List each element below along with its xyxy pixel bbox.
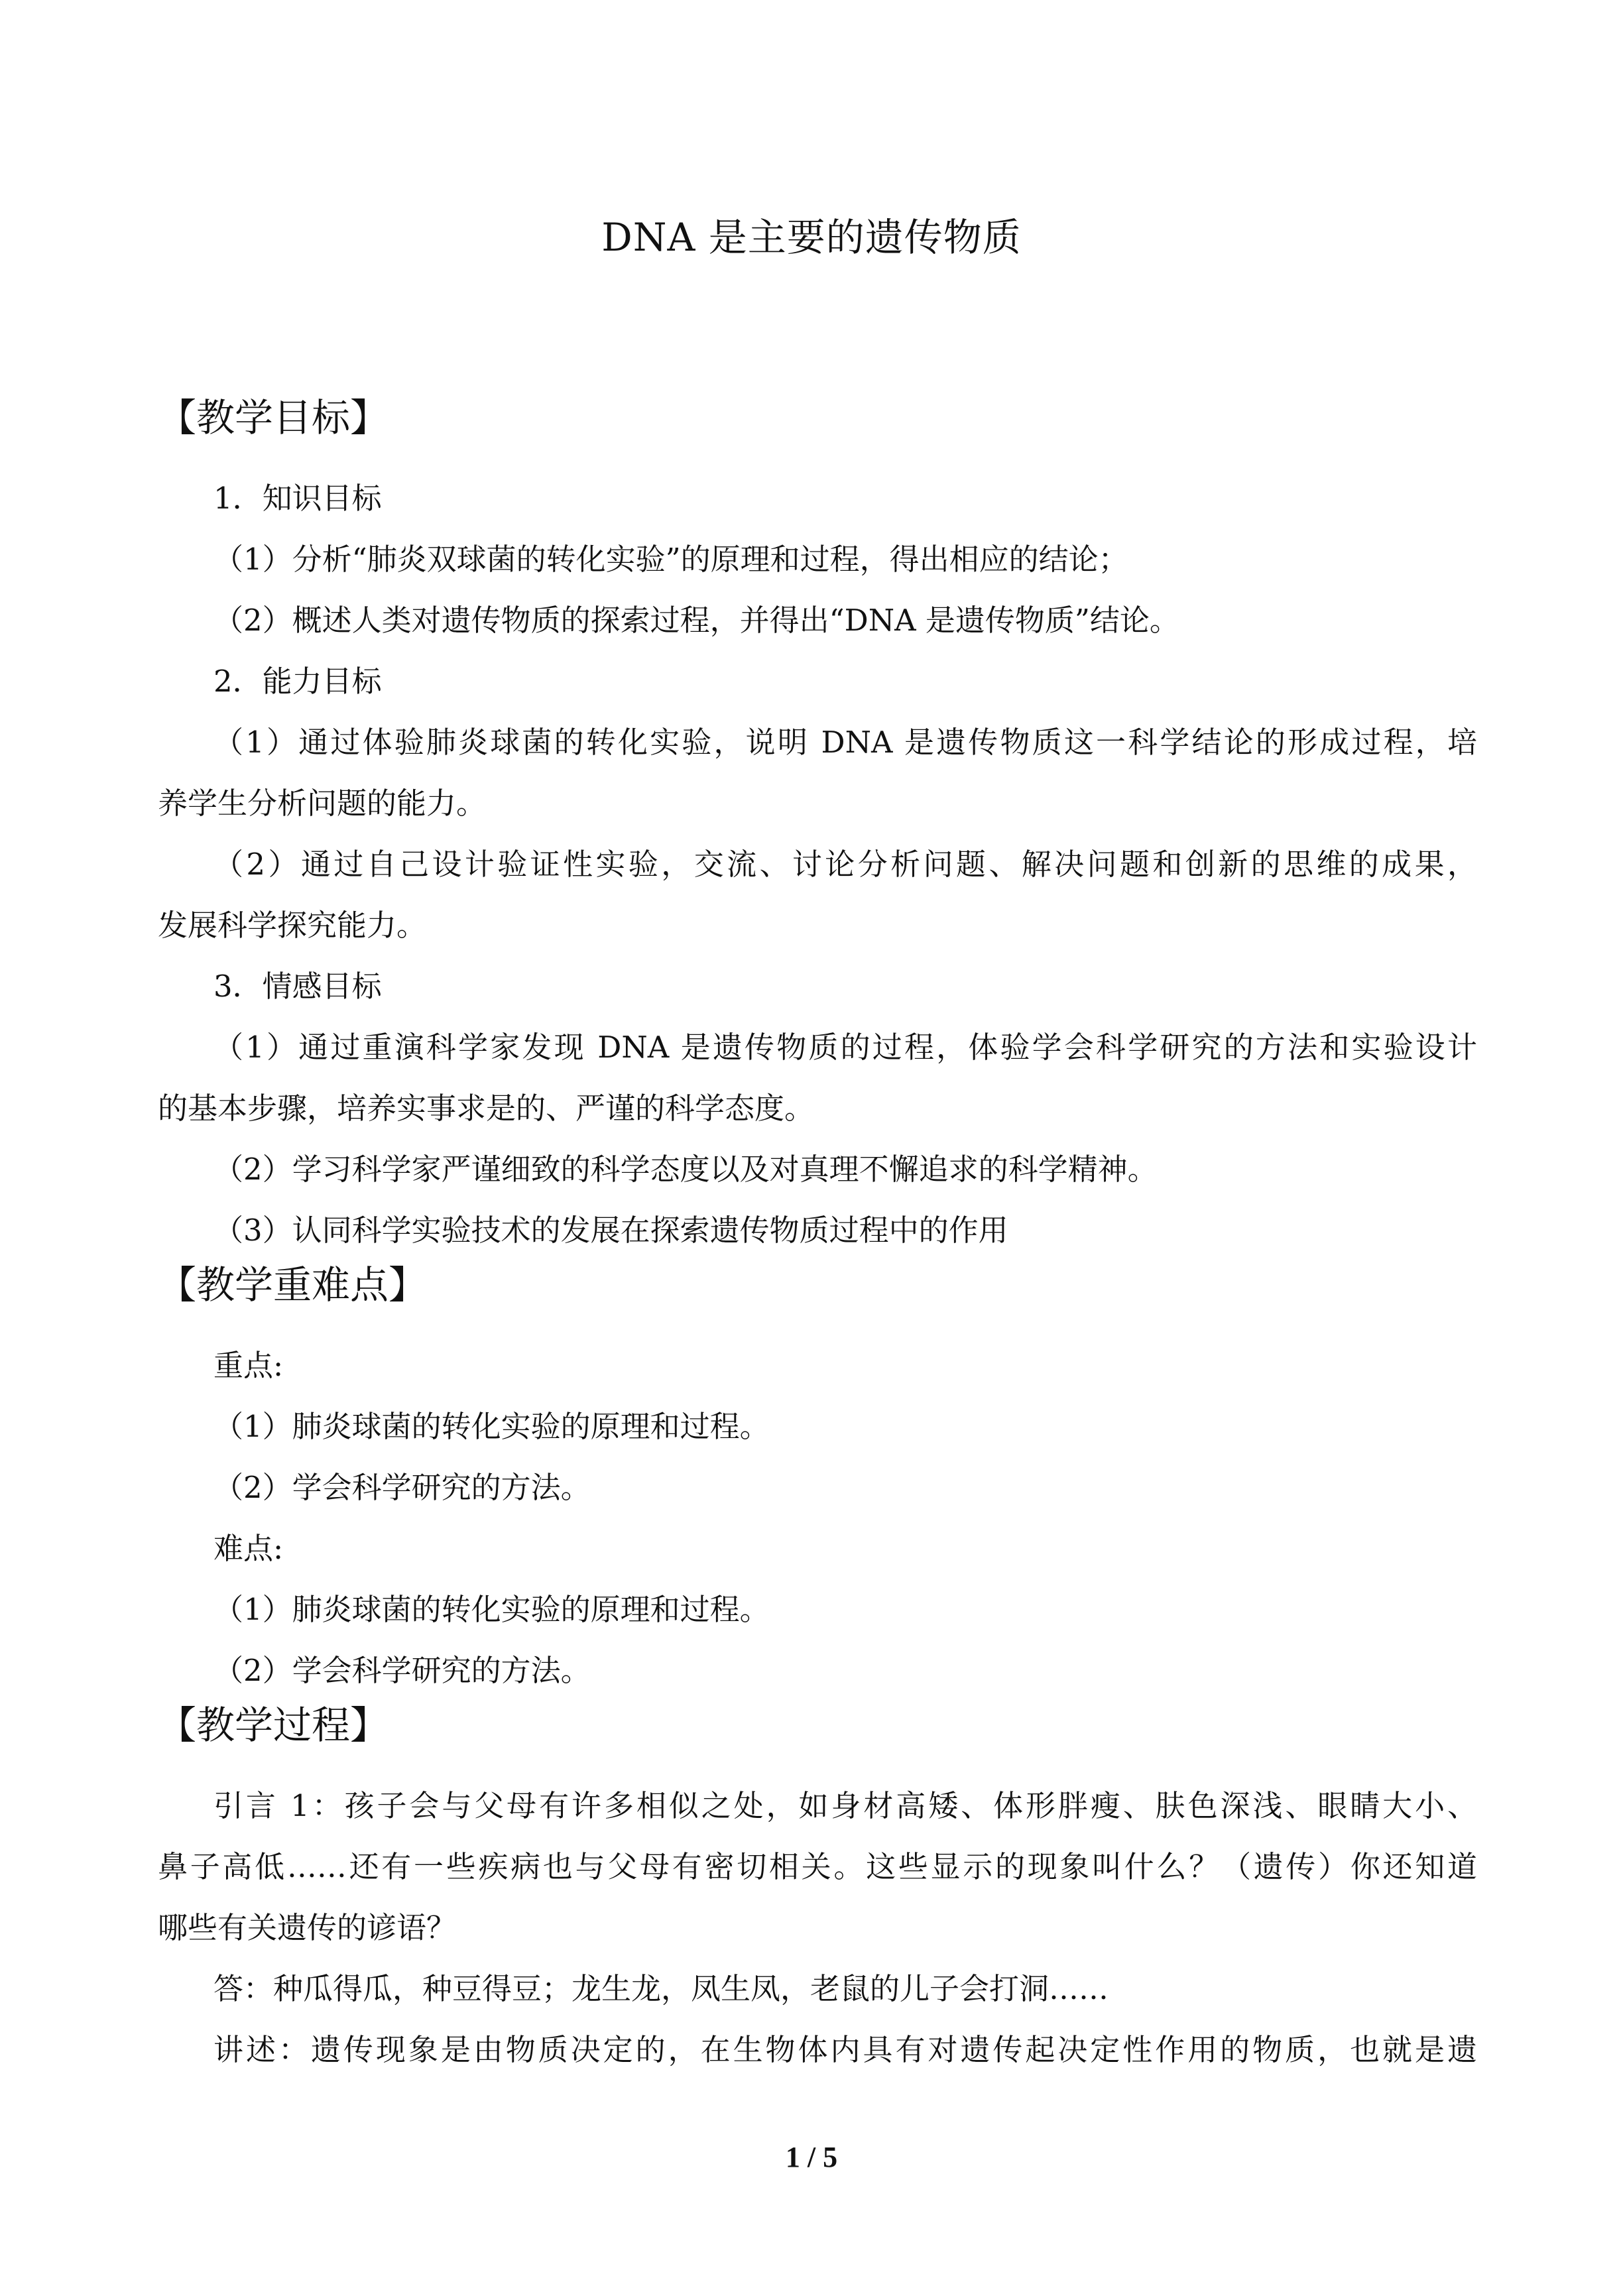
knowledge-objective-2: （2）概述人类对遗传物质的探索过程，并得出“DNA 是遗传物质”结论。 (213, 603, 1179, 638)
emotion-objective-title: 3．情感目标 (213, 969, 382, 1004)
ability-objective-1-line-1: （1）通过体验肺炎球菌的转化实验，说明 DNA 是遗传物质这一科学结论的形成过程，培 (213, 725, 1477, 760)
ability-objective-2-line-2: 发展科学探究能力。 (158, 908, 427, 943)
emotion-objective-2: （2）学习科学家严谨细致的科学态度以及对真理不懈追求的科学精神。 (213, 1152, 1158, 1187)
key-point-2: （2）学会科学研究的方法。 (213, 1470, 591, 1505)
emotion-objective-3: （3）认同科学实验技术的发展在探索遗传物质过程中的作用 (213, 1213, 1008, 1248)
section-heading-objectives: 【教学目标】 (158, 395, 389, 440)
knowledge-objective-1: （1）分析“肺炎双球菌的转化实验”的原理和过程，得出相应的结论； (213, 542, 1128, 577)
intro-line-3: 哪些有关遗传的谚语？ (158, 1910, 457, 1945)
ability-objective-1-line-2: 养学生分析问题的能力。 (158, 786, 487, 821)
section-heading-key-points: 【教学重难点】 (158, 1262, 428, 1307)
emotion-objective-1-line-2: 的基本步骤，培养实事求是的、严谨的科学态度。 (158, 1091, 815, 1126)
section-heading-process: 【教学过程】 (158, 1703, 389, 1748)
document-title: DNA 是主要的遗传物质 (601, 215, 1022, 260)
narration-line: 讲述：遗传现象是由物质决定的，在生物体内具有对遗传起决定性作用的物质，也就是遗 (213, 2032, 1477, 2067)
page-number: 1 / 5 (785, 2141, 838, 2173)
answer-line: 答：种瓜得瓜，种豆得豆；龙生龙，凤生凤，老鼠的儿子会打洞…… (213, 1971, 1109, 2006)
emotion-objective-1-line-1: （1）通过重演科学家发现 DNA 是遗传物质的过程，体验学会科学研究的方法和实验设计 (213, 1030, 1477, 1065)
ability-objective-title: 2．能力目标 (213, 664, 382, 699)
intro-line-2: 鼻子高低……还有一些疾病也与父母有密切相关。这些显示的现象叫什么？（遗传）你还知道 (158, 1849, 1477, 1884)
difficult-point-2: （2）学会科学研究的方法。 (213, 1653, 591, 1688)
intro-line-1: 引言 1：孩子会与父母有许多相似之处，如身材高矮、体形胖瘦、肤色深浅、眼睛大小、 (213, 1788, 1477, 1823)
key-point-label: 重点: (213, 1348, 284, 1383)
ability-objective-2-line-1: （2）通过自己设计验证性实验，交流、讨论分析问题、解决问题和创新的思维的成果， (213, 847, 1477, 882)
key-point-1: （1）肺炎球菌的转化实验的原理和过程。 (213, 1409, 770, 1444)
knowledge-objective-title: 1．知识目标 (213, 481, 382, 516)
difficult-point-label: 难点: (213, 1531, 284, 1566)
difficult-point-1: （1）肺炎球菌的转化实验的原理和过程。 (213, 1592, 770, 1627)
